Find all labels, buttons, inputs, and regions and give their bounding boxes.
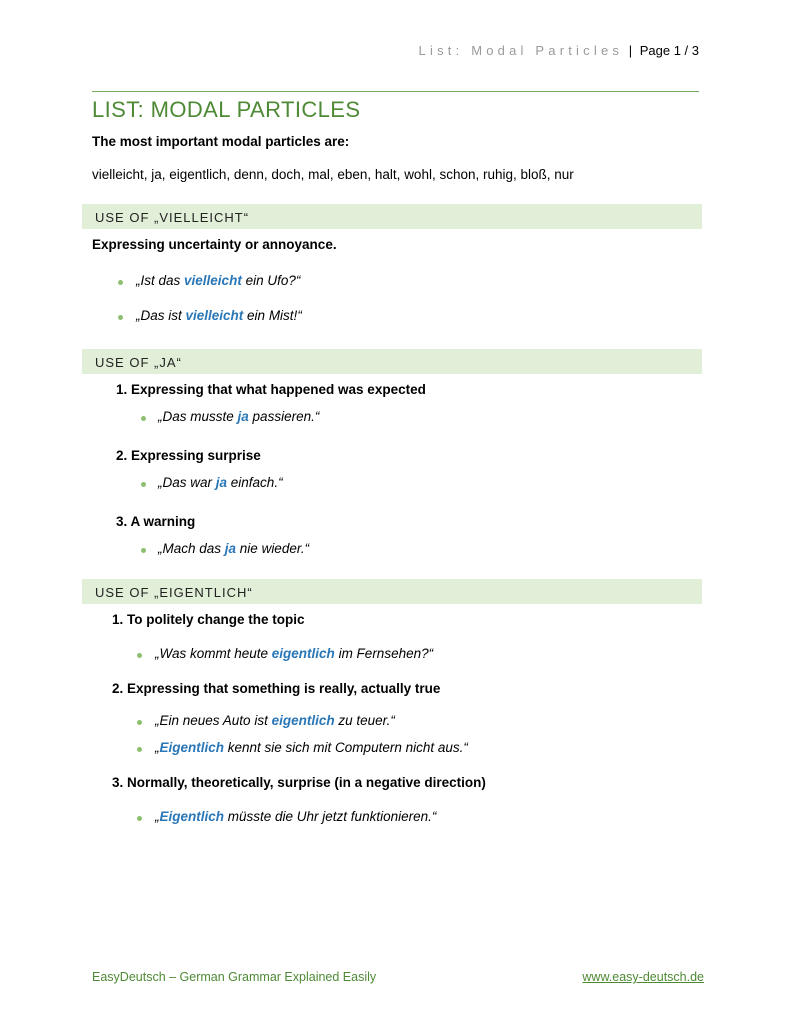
numbered-item-title: 1. Expressing that what happened was expected (116, 382, 426, 397)
bullet-icon (137, 747, 142, 752)
example-text: müsste die Uhr jetzt funktionieren. (224, 809, 432, 824)
highlighted-particle: vielleicht (185, 308, 244, 323)
quote-close: “ (295, 273, 301, 288)
example-sentence (158, 409, 319, 424)
page-number: Page 1 / 3 (639, 43, 699, 58)
example-sentence (155, 809, 436, 824)
section-description: Expressing uncertainty or annoyance. (92, 237, 337, 252)
quote-close: “ (463, 740, 468, 755)
example-text: Ist das (140, 273, 185, 288)
highlighted-particle: Eigentlich (159, 809, 225, 824)
example-sentence (155, 713, 395, 728)
quote-close: “ (314, 409, 320, 424)
quote-open: „ (158, 475, 163, 490)
quote-close: “ (428, 646, 434, 661)
example-sentence (158, 541, 309, 556)
example-text: kennt sie sich mit Computern nicht aus. (224, 740, 464, 755)
numbered-item-title: 1. To politely change the topic (112, 612, 305, 627)
highlighted-particle: eigentlich (271, 713, 335, 728)
particle-list: vielleicht, ja, eigentlich, denn, doch, mal, eben, halt, wohl, schon, ruhig, bloß, nur (92, 167, 574, 182)
numbered-item-title: 2. Expressing that something is really, actually true (112, 681, 441, 696)
intro-heading: The most important modal particles are: (92, 134, 350, 149)
example-text: Das musste (162, 409, 238, 424)
quote-open: „ (158, 541, 163, 556)
highlighted-particle: ja (224, 541, 237, 556)
highlighted-particle: Eigentlich (159, 740, 225, 755)
example-text: einfach. (227, 475, 279, 490)
page-title: LIST: MODAL PARTICLES (92, 97, 361, 122)
quote-open: „ (155, 809, 160, 824)
example-text: passieren. (248, 409, 315, 424)
footer-website-link[interactable]: www.easy-deutsch.de (582, 970, 704, 984)
example-sentence (155, 646, 433, 661)
example-sentence (158, 475, 283, 490)
header-separator: | (628, 43, 633, 58)
bullet-icon (118, 315, 123, 320)
example-text: Das war (162, 475, 216, 490)
title-divider (92, 91, 699, 92)
example-text: ein Mist! (243, 308, 298, 323)
quote-close: “ (297, 308, 302, 323)
bullet-icon (137, 720, 142, 725)
footer-brand: EasyDeutsch – German Grammar Explained Easily (92, 970, 377, 984)
running-header (419, 43, 699, 58)
highlighted-particle: ja (237, 409, 249, 424)
example-text: Das ist (140, 308, 186, 323)
bullet-icon (141, 482, 146, 487)
highlighted-particle: eigentlich (271, 646, 335, 661)
example-text: im Fernsehen? (334, 646, 429, 661)
example-text: Ein neues Auto ist (159, 713, 272, 728)
numbered-item-title: 3. Normally, theoretically, surprise (in a negative direction) (112, 775, 486, 790)
example-text: Was kommt heute (159, 646, 272, 661)
example-text: ein Ufo? (241, 273, 296, 288)
example-sentence (136, 273, 300, 288)
example-text: Mach das (162, 541, 225, 556)
quote-open: „ (136, 273, 141, 288)
numbered-item-title: 3. A warning (116, 514, 196, 529)
section-heading-eigentlich: USE OF „EIGENTLICH“ (95, 585, 253, 600)
header-doc-title: List: Modal Particles (418, 43, 624, 58)
quote-open: „ (136, 308, 141, 323)
numbered-item-title: 2. Expressing surprise (116, 448, 261, 463)
bullet-icon (141, 416, 146, 421)
quote-close: “ (304, 541, 310, 556)
section-heading-vielleicht: USE OF „VIELLEICHT“ (95, 210, 250, 225)
quote-open: „ (155, 740, 160, 755)
quote-close: “ (431, 809, 437, 824)
example-text: nie wieder. (236, 541, 305, 556)
highlighted-particle: ja (215, 475, 228, 490)
quote-open: „ (158, 409, 163, 424)
quote-open: „ (155, 646, 160, 661)
bullet-icon (137, 653, 142, 658)
bullet-icon (118, 280, 123, 285)
highlighted-particle: vielleicht (184, 273, 242, 288)
bullet-icon (141, 548, 146, 553)
example-sentence (155, 740, 468, 755)
bullet-icon (137, 816, 142, 821)
section-heading-ja: USE OF „JA“ (95, 355, 182, 370)
example-sentence (136, 308, 302, 323)
quote-open: „ (155, 713, 160, 728)
quote-close: “ (278, 475, 283, 490)
quote-close: “ (390, 713, 395, 728)
example-text: zu teuer. (334, 713, 391, 728)
